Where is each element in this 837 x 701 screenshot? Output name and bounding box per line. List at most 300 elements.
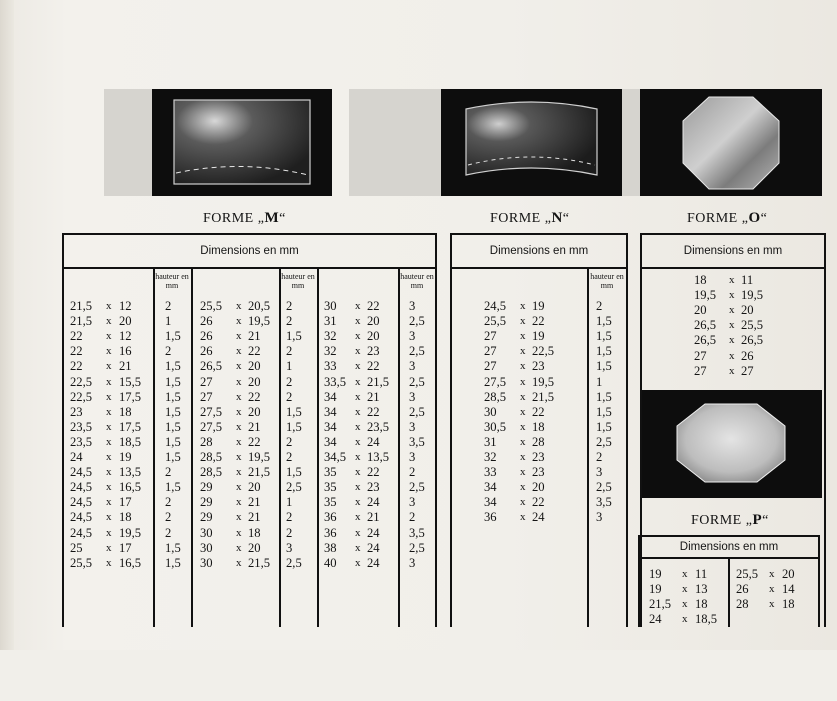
thickness-value: 3,5 xyxy=(596,495,612,510)
width-value: 27,5 xyxy=(484,374,507,389)
times-sign: x xyxy=(236,526,242,539)
times-sign: x xyxy=(106,315,112,328)
height-header: hauteur en mm xyxy=(155,272,189,290)
times-sign: x xyxy=(520,511,526,524)
thickness-value: 2 xyxy=(165,299,172,313)
times-sign: x xyxy=(520,300,526,312)
height-header: hauteur en mm xyxy=(590,272,624,290)
thickness-value: 1,5 xyxy=(596,389,612,404)
width-value: 33 xyxy=(484,465,497,480)
times-sign: x xyxy=(729,349,735,362)
thickness-value: 1,5 xyxy=(596,404,612,419)
width-value: 25,5 xyxy=(736,567,759,581)
times-sign: x xyxy=(520,360,526,373)
times-sign: x xyxy=(236,330,242,343)
times-sign: x xyxy=(106,556,112,569)
height-value: 13,5 xyxy=(367,450,390,464)
width-value: 30 xyxy=(324,299,337,313)
width-value: 26 xyxy=(736,582,749,597)
thickness-value: 1,5 xyxy=(165,540,181,555)
height-value: 21 xyxy=(248,329,261,344)
height-value: 18,5 xyxy=(119,434,142,449)
thickness-value: 1,5 xyxy=(165,374,181,389)
times-sign: x xyxy=(106,390,112,403)
width-value: 26 xyxy=(200,314,213,329)
times-sign: x xyxy=(355,481,361,494)
times-sign: x xyxy=(355,541,361,554)
height-value: 11 xyxy=(695,567,708,581)
width-value: 22 xyxy=(70,359,83,374)
height-value: 20 xyxy=(248,404,261,419)
width-value: 25,5 xyxy=(484,314,507,329)
height-value: 20 xyxy=(741,303,754,318)
height-value: 14 xyxy=(782,582,795,597)
width-value: 28 xyxy=(736,597,749,612)
times-sign: x xyxy=(236,541,242,554)
times-sign: x xyxy=(682,568,688,580)
thickness-value: 1 xyxy=(596,374,603,389)
thickness-value: 3 xyxy=(409,555,416,570)
width-value: 33 xyxy=(324,359,337,374)
width-value: 27,5 xyxy=(200,404,223,419)
width-value: 34 xyxy=(324,404,337,419)
thickness-value: 2 xyxy=(286,434,293,449)
width-value: 24,5 xyxy=(70,465,93,480)
times-sign: x xyxy=(520,420,526,433)
width-value: 26 xyxy=(200,329,213,344)
times-sign: x xyxy=(729,364,735,377)
width-value: 19,5 xyxy=(694,288,717,303)
height-value: 21 xyxy=(367,389,380,404)
times-sign: x xyxy=(236,511,242,524)
height-value: 19,5 xyxy=(248,450,271,464)
thickness-value: 1,5 xyxy=(165,480,181,495)
table-forme-m xyxy=(62,233,437,627)
height-value: 21 xyxy=(119,359,132,374)
width-value: 34,5 xyxy=(324,450,347,464)
width-value: 33,5 xyxy=(324,374,347,389)
width-value: 34 xyxy=(324,419,337,434)
thickness-value: 1,5 xyxy=(165,555,181,570)
times-sign: x xyxy=(355,451,361,463)
times-sign: x xyxy=(520,345,526,358)
width-value: 25 xyxy=(70,540,83,555)
times-sign: x xyxy=(355,496,361,509)
thickness-value: 2,5 xyxy=(409,374,425,389)
times-sign: x xyxy=(236,345,242,358)
thickness-value: 2 xyxy=(286,299,293,313)
width-value: 18 xyxy=(694,273,707,287)
times-sign: x xyxy=(729,274,735,286)
width-value: 23,5 xyxy=(70,434,93,449)
forme-n-title: FORME „N“ xyxy=(490,210,570,226)
times-sign: x xyxy=(106,330,112,343)
height-value: 20 xyxy=(782,567,795,581)
height-value: 21 xyxy=(248,495,261,510)
height-value: 27 xyxy=(741,363,754,378)
thickness-value: 2,5 xyxy=(596,480,612,495)
height-value: 18 xyxy=(532,419,545,434)
width-value: 34 xyxy=(324,389,337,404)
times-sign: x xyxy=(236,556,242,569)
width-value: 28,5 xyxy=(200,450,223,464)
thickness-value: 1,5 xyxy=(596,359,612,374)
width-value: 24,5 xyxy=(70,510,93,525)
thickness-value: 2 xyxy=(165,344,172,359)
height-value: 16,5 xyxy=(119,480,142,495)
thickness-value: 1,5 xyxy=(596,344,612,359)
width-value: 21,5 xyxy=(70,299,93,313)
height-value: 13,5 xyxy=(119,465,142,480)
height-value: 21,5 xyxy=(532,389,555,404)
table-m-divider xyxy=(153,269,155,627)
thickness-value: 3,5 xyxy=(409,434,425,449)
width-value: 26 xyxy=(200,344,213,359)
height-value: 21 xyxy=(248,419,261,434)
height-value: 18 xyxy=(248,525,261,540)
times-sign: x xyxy=(355,390,361,403)
thickness-value: 3 xyxy=(409,299,416,313)
width-value: 32 xyxy=(324,329,337,344)
times-sign: x xyxy=(236,420,242,433)
width-value: 27 xyxy=(694,348,707,363)
times-sign: x xyxy=(355,405,361,418)
times-sign: x xyxy=(236,496,242,509)
height-value: 19,5 xyxy=(248,314,271,329)
table-m-divider xyxy=(279,269,281,627)
thickness-value: 2 xyxy=(286,374,293,389)
thickness-value: 1,5 xyxy=(286,419,302,434)
times-sign: x xyxy=(682,583,688,596)
times-sign: x xyxy=(520,496,526,509)
thickness-value: 2 xyxy=(165,510,172,525)
thickness-value: 1,5 xyxy=(286,465,302,480)
height-value: 22 xyxy=(367,465,380,480)
times-sign: x xyxy=(106,481,112,494)
times-sign: x xyxy=(236,390,242,403)
times-sign: x xyxy=(236,435,242,448)
times-sign: x xyxy=(729,319,735,332)
thickness-value: 2 xyxy=(286,314,293,329)
times-sign: x xyxy=(106,541,112,554)
times-sign: x xyxy=(106,496,112,509)
thickness-value: 2 xyxy=(286,389,293,404)
thickness-value: 3 xyxy=(409,329,416,344)
height-value: 22 xyxy=(532,404,545,419)
width-value: 40 xyxy=(324,555,337,570)
height-value: 19,5 xyxy=(119,525,142,540)
height-value: 15,5 xyxy=(119,374,142,389)
height-value: 22 xyxy=(532,314,545,329)
width-value: 30 xyxy=(200,555,213,570)
width-value: 24,5 xyxy=(70,480,93,495)
thickness-value: 3 xyxy=(409,389,416,404)
width-value: 30 xyxy=(200,540,213,555)
width-value: 27 xyxy=(200,389,213,404)
thickness-value: 1,5 xyxy=(596,419,612,434)
photo-backdrop-right xyxy=(622,89,640,196)
height-value: 22 xyxy=(367,359,380,374)
width-value: 34 xyxy=(324,434,337,449)
height-value: 17,5 xyxy=(119,389,142,404)
height-value: 20 xyxy=(119,314,132,329)
height-value: 11 xyxy=(741,273,754,287)
times-sign: x xyxy=(355,466,361,479)
thickness-value: 2,5 xyxy=(286,480,302,495)
height-value: 22 xyxy=(367,404,380,419)
times-sign: x xyxy=(236,360,242,373)
times-sign: x xyxy=(106,345,112,358)
glass-photo-n xyxy=(441,89,622,196)
width-value: 30,5 xyxy=(484,419,507,434)
width-value: 27,5 xyxy=(200,419,223,434)
times-sign: x xyxy=(355,420,361,433)
thickness-value: 1,5 xyxy=(286,329,302,344)
height-value: 23 xyxy=(532,465,545,480)
times-sign: x xyxy=(520,451,526,463)
width-value: 29 xyxy=(200,480,213,495)
height-value: 26 xyxy=(741,348,754,363)
height-value: 24 xyxy=(367,555,380,570)
height-header: hauteur en mm xyxy=(400,272,434,290)
table-o-header: Dimensions en mm xyxy=(642,235,824,269)
width-value: 20 xyxy=(694,303,707,318)
width-value: 35 xyxy=(324,495,337,510)
width-value: 28 xyxy=(200,434,213,449)
times-sign: x xyxy=(106,526,112,539)
width-value: 24 xyxy=(649,612,662,627)
times-sign: x xyxy=(520,390,526,403)
times-sign: x xyxy=(520,435,526,448)
height-value: 13 xyxy=(695,582,708,597)
table-m-divider xyxy=(191,269,193,627)
thickness-value: 3 xyxy=(596,510,603,525)
times-sign: x xyxy=(769,598,775,611)
width-value: 27 xyxy=(694,363,707,378)
times-sign: x xyxy=(355,435,361,448)
width-value: 27 xyxy=(200,374,213,389)
times-sign: x xyxy=(769,568,775,580)
thickness-value: 1 xyxy=(286,359,293,374)
height-value: 19 xyxy=(532,299,545,313)
times-sign: x xyxy=(355,375,361,388)
height-value: 21,5 xyxy=(367,374,390,389)
height-value: 16,5 xyxy=(119,555,142,570)
width-value: 34 xyxy=(484,480,497,495)
width-value: 27 xyxy=(484,329,497,344)
thickness-value: 1 xyxy=(286,495,293,510)
width-value: 26,5 xyxy=(200,359,223,374)
times-sign: x xyxy=(236,481,242,494)
times-sign: x xyxy=(355,345,361,358)
height-value: 20 xyxy=(248,359,261,374)
width-value: 32 xyxy=(324,344,337,359)
width-value: 23,5 xyxy=(70,419,93,434)
width-value: 22,5 xyxy=(70,389,93,404)
times-sign: x xyxy=(106,420,112,433)
width-value: 21,5 xyxy=(649,597,672,612)
width-value: 26,5 xyxy=(694,333,717,348)
width-value: 26,5 xyxy=(694,318,717,333)
page-edge xyxy=(0,0,14,701)
thickness-value: 2 xyxy=(596,299,603,313)
height-header: hauteur en mm xyxy=(281,272,315,290)
thickness-value: 1,5 xyxy=(596,314,612,329)
height-value: 23 xyxy=(532,359,545,374)
width-value: 28,5 xyxy=(484,389,507,404)
thickness-value: 3 xyxy=(596,465,603,480)
times-sign: x xyxy=(236,451,242,463)
height-value: 12 xyxy=(119,329,132,344)
times-sign: x xyxy=(520,375,526,388)
thickness-value: 2 xyxy=(286,510,293,525)
thickness-value: 3 xyxy=(286,540,293,555)
photo-backdrop-left xyxy=(104,89,152,196)
times-sign: x xyxy=(520,481,526,494)
thickness-value: 2,5 xyxy=(286,555,302,570)
width-value: 30 xyxy=(200,525,213,540)
width-value: 25,5 xyxy=(70,555,93,570)
thickness-value: 1,5 xyxy=(165,419,181,434)
width-value: 24 xyxy=(70,450,83,464)
height-value: 17,5 xyxy=(119,419,142,434)
height-value: 20 xyxy=(367,329,380,344)
thickness-value: 2,5 xyxy=(596,434,612,449)
height-value: 18,5 xyxy=(695,612,718,627)
times-sign: x xyxy=(106,405,112,418)
height-value: 21 xyxy=(248,510,261,525)
times-sign: x xyxy=(106,300,112,312)
width-value: 29 xyxy=(200,495,213,510)
times-sign: x xyxy=(106,360,112,373)
times-sign: x xyxy=(106,466,112,479)
height-value: 22 xyxy=(248,434,261,449)
times-sign: x xyxy=(355,556,361,569)
width-value: 38 xyxy=(324,540,337,555)
times-sign: x xyxy=(106,435,112,448)
width-value: 22 xyxy=(70,344,83,359)
height-value: 23 xyxy=(532,450,545,464)
times-sign: x xyxy=(729,304,735,317)
height-value: 24 xyxy=(367,434,380,449)
width-value: 36 xyxy=(484,510,497,525)
width-value: 36 xyxy=(324,525,337,540)
height-value: 24 xyxy=(367,540,380,555)
times-sign: x xyxy=(520,405,526,418)
thickness-value: 1,5 xyxy=(286,404,302,419)
times-sign: x xyxy=(729,289,735,302)
times-sign: x xyxy=(106,375,112,388)
thickness-value: 3 xyxy=(409,495,416,510)
thickness-value: 1,5 xyxy=(165,329,181,344)
width-value: 32 xyxy=(484,450,497,464)
thickness-value: 1,5 xyxy=(165,389,181,404)
glass-photo-m xyxy=(152,89,332,196)
width-value: 24,5 xyxy=(70,525,93,540)
thickness-value: 2 xyxy=(286,344,293,359)
height-value: 21 xyxy=(367,510,380,525)
width-value: 31 xyxy=(484,434,497,449)
width-value: 34 xyxy=(484,495,497,510)
thickness-value: 1,5 xyxy=(596,329,612,344)
width-value: 35 xyxy=(324,465,337,480)
height-value: 12 xyxy=(119,299,132,313)
table-forme-n xyxy=(450,233,628,627)
thickness-value: 1,5 xyxy=(165,450,181,464)
height-value: 23 xyxy=(367,480,380,495)
height-value: 22,5 xyxy=(532,344,555,359)
times-sign: x xyxy=(355,315,361,328)
height-value: 22 xyxy=(248,344,261,359)
times-sign: x xyxy=(355,360,361,373)
thickness-value: 2,5 xyxy=(409,404,425,419)
thickness-value: 3 xyxy=(409,419,416,434)
times-sign: x xyxy=(236,405,242,418)
height-value: 24 xyxy=(367,495,380,510)
height-value: 16 xyxy=(119,344,132,359)
height-value: 20 xyxy=(248,480,261,495)
times-sign: x xyxy=(682,598,688,611)
width-value: 28,5 xyxy=(200,465,223,480)
height-value: 17 xyxy=(119,495,132,510)
times-sign: x xyxy=(236,466,242,479)
thickness-value: 2,5 xyxy=(409,344,425,359)
width-value: 30 xyxy=(484,404,497,419)
width-value: 19 xyxy=(649,567,662,581)
glass-photo-o xyxy=(640,89,822,196)
width-value: 25,5 xyxy=(200,299,223,313)
times-sign: x xyxy=(682,613,688,626)
thickness-value: 3 xyxy=(409,450,416,464)
height-value: 28 xyxy=(532,434,545,449)
times-sign: x xyxy=(106,511,112,524)
thickness-value: 2 xyxy=(596,450,603,464)
height-value: 18 xyxy=(119,510,132,525)
thickness-value: 2 xyxy=(165,465,172,480)
times-sign: x xyxy=(355,330,361,343)
height-value: 26,5 xyxy=(741,333,764,348)
times-sign: x xyxy=(355,300,361,312)
forme-m-title: FORME „M“ xyxy=(203,210,286,226)
width-value: 31 xyxy=(324,314,337,329)
table-m-header: Dimensions en mm xyxy=(64,235,435,269)
table-p-divider xyxy=(728,559,730,627)
height-value: 25,5 xyxy=(741,318,764,333)
height-value: 20 xyxy=(367,314,380,329)
thickness-value: 2 xyxy=(286,525,293,540)
height-value: 19,5 xyxy=(741,288,764,303)
times-sign: x xyxy=(769,583,775,596)
width-value: 24,5 xyxy=(484,299,507,313)
width-value: 27 xyxy=(484,359,497,374)
times-sign: x xyxy=(355,511,361,524)
forme-o-title: FORME „O“ xyxy=(687,210,768,226)
height-value: 23,5 xyxy=(367,419,390,434)
table-n-header: Dimensions en mm xyxy=(452,235,626,269)
photo-backdrop-middle xyxy=(349,89,441,196)
height-value: 17 xyxy=(119,540,132,555)
height-value: 18 xyxy=(119,404,132,419)
height-value: 18 xyxy=(695,597,708,612)
thickness-value: 2,5 xyxy=(409,540,425,555)
width-value: 19 xyxy=(649,582,662,597)
thickness-value: 2 xyxy=(165,525,172,540)
times-sign: x xyxy=(236,375,242,388)
thickness-value: 1,5 xyxy=(165,359,181,374)
thickness-value: 3,5 xyxy=(409,525,425,540)
width-value: 27 xyxy=(484,344,497,359)
page-bottom-margin xyxy=(0,650,837,701)
